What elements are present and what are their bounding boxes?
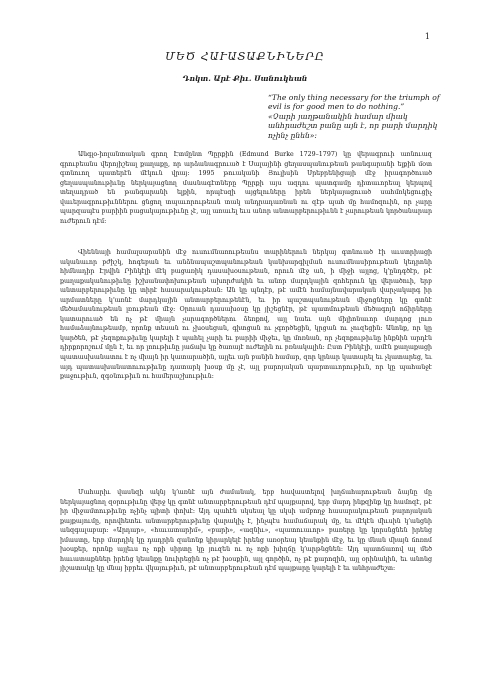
epigraph-armenian: «Չարի յաղթանակին համար միակ անհրաժեշտ բանը այն է, որ բարի մարդիկ ոչինչ ընեն»: xyxy=(268,111,438,140)
page-number: 1 xyxy=(424,32,430,41)
body-paragraph-3: Մահարիւ վասնզի ակնյ կ՚առնէ այն ժամանակ, երբ հավաստելով խղճահարութեան ձայնը մը ներկայացնող զօրութիւնը վերջ կը գտնէ անտարբերութեան դէմ պայքարով, երբ մարդ ինքզինք կը համոզէ, թէ իր միջամտութիւնը ոչինչ պիտի փոխէ: Այդ պահէն սկսեալ կը սկսի ամբողջ հասարակութեան բարոյական քայքայումը, որովհետեւ անտարբերութիւնը վարակիչ է, ինչպէս համաճարակ մը, եւ մէկէն միւսին կ՚անցնի անզգալաբար: «Արդար», «հաւատարիմ», «բարի», «ազնիւ», «պատուաւոր» բառերը կը կորսնցնեն իրենց իմաստը, երբ մարդիկ կը դադրին զանոնք կիրարկելէ իրենց առօրեայ կեանքին մէջ, եւ կը մնան միայն ճոռոմ խօսքեր, որոնք այլեւս ոչ ոքի սիրտը կը յուզեն ու ոչ ոքի խիղճը կ՚արթնցնեն: Այդ պատճառով ալ մեծ հաւատաքններ իրենց կեանքը նուիրեցին ոչ թէ խօսքին, այլ գործին, ոչ թէ քարոզին, այլ օրինակին, եւ անոնց յիշատակը կը մնայ իբրեւ վկայութիւն, թէ անտարբերութեան դէմ պայքարը կարելի է եւ անհրաժեշտ: xyxy=(60,489,432,573)
body-paragraph-1: Անգլօ-իռլանտական գրող Էտմընտ Պըրքին (Edmund Burke 1729–1797) կը վերագրուի առնուազ գրուբեանս վերոյիշեալ քաղաքը, որ արձանագրուած է Սալայինի ցեղասպանութեան թանգարանի ելքին մօտ գտնուող պատերէն մէկուն վրայ: 1995 թուականի Յուլիսին Սրեբրենիցայի մէջ իրագործուած ցեղասպանութիւնը ներկայացնող մասնագէտները Պըրքի այս ազդու պատգամը դիտաւորեալ կերպով տեղադրած են թանգարանի ելքին, որպէսզի այցելուները իրեն ներկայացուած սահմռկեցուցիչ վաւերագրութիւններու ցնցող տպաւորութեան տակ անդրադառնան ու զէթ պահ մը համոզուին, որ չարը պարզապէս բարիին բացակայութիւնը չէ, այլ առաւել եւս անոր անտարբերութիւնն է չարութեան կործանարար ուժերուն դէմ: xyxy=(60,151,432,225)
body-paragraph-2: Վիեննայի համալսարանին մէջ ուսումնառութեանս տարիներուն ներկայ գտնուած էի աւստրիացի ականաւոր բժիշկ, հոգեբան եւ անձնապաշտպանութեան կանխարգիլման ուսումնասիրութեան կեդրոնի հիմնադիր Էրվին Րինկէլի մէկ բացառիկ դասախօսութեան, որուն մէջ ան, ի միջի այլոց, կ՚ընդգծէր, թէ քաղաքականութիւնը իշխանափոխութեան ախորժակին եւ անոր մարդկային զոհերուն կը վերածուի, երբ անտարբերութիւնը կը տիրէ հասարակութեան: Ան կը պնդէր, թէ ամէն համայնավարական վարչակարգ իր արմատները կ՚առնէ մարդկային անտարբերութենէն, եւ իր պաշտպանութեան միջոցները կը գտնէ մեծամասնութեան լռութեան մէջ: Օրուան դասախօսը կը յիշեցնէր, թէ պատմութեան մեծագոյն ոճիրները կատարուած են ոչ թէ միայն չարագործներու ձեռքով, այլ նաեւ այն միլիոնաւոր մարդոց լուռ համաձայնութեամբ, որոնք տեսան ու չխօսեցան, գիտցան ու չգործեցին, կրցան ու չուզեցին: Անոնք, որ կը կարծեն, թէ չեզոքութիւնը կարելի է պահել չարի եւ բարիի միջեւ, կը մոռնան, որ չեզոքութիւնը ինքնին արդէն դիրքորոշում մըն է, եւ որ լռութիւնը յաճախ կը ծառայէ ուժեղին ու բռնակալին: Ըստ Րինկէլի, ամէն քաղաքացի պատասխանատու է ոչ միայն իր կատարածին, այլեւ այն բանին համար, զոր կրնար կատարել եւ չկատարեց, եւ այդ պատասխանատուութիւնը դատարկ խօսք մը չէ, այլ բարոյական պարտաւորութիւն, որ կը պահանջէ քաջութիւն, զգօնութիւն ու համերաշխութիւն: xyxy=(60,249,432,381)
epigraph xyxy=(268,93,446,140)
author-line: Դոկտ. Արէ Քիւ. Սանուկեան xyxy=(182,74,308,83)
epigraph-english: “The only thing necessary for the triumph of evil is for good men to do nothing.” xyxy=(268,93,440,112)
page-title: ՄԵԾ ՀԱՒԱՏԱՔՆԻՆԵՐԸ xyxy=(165,50,325,63)
